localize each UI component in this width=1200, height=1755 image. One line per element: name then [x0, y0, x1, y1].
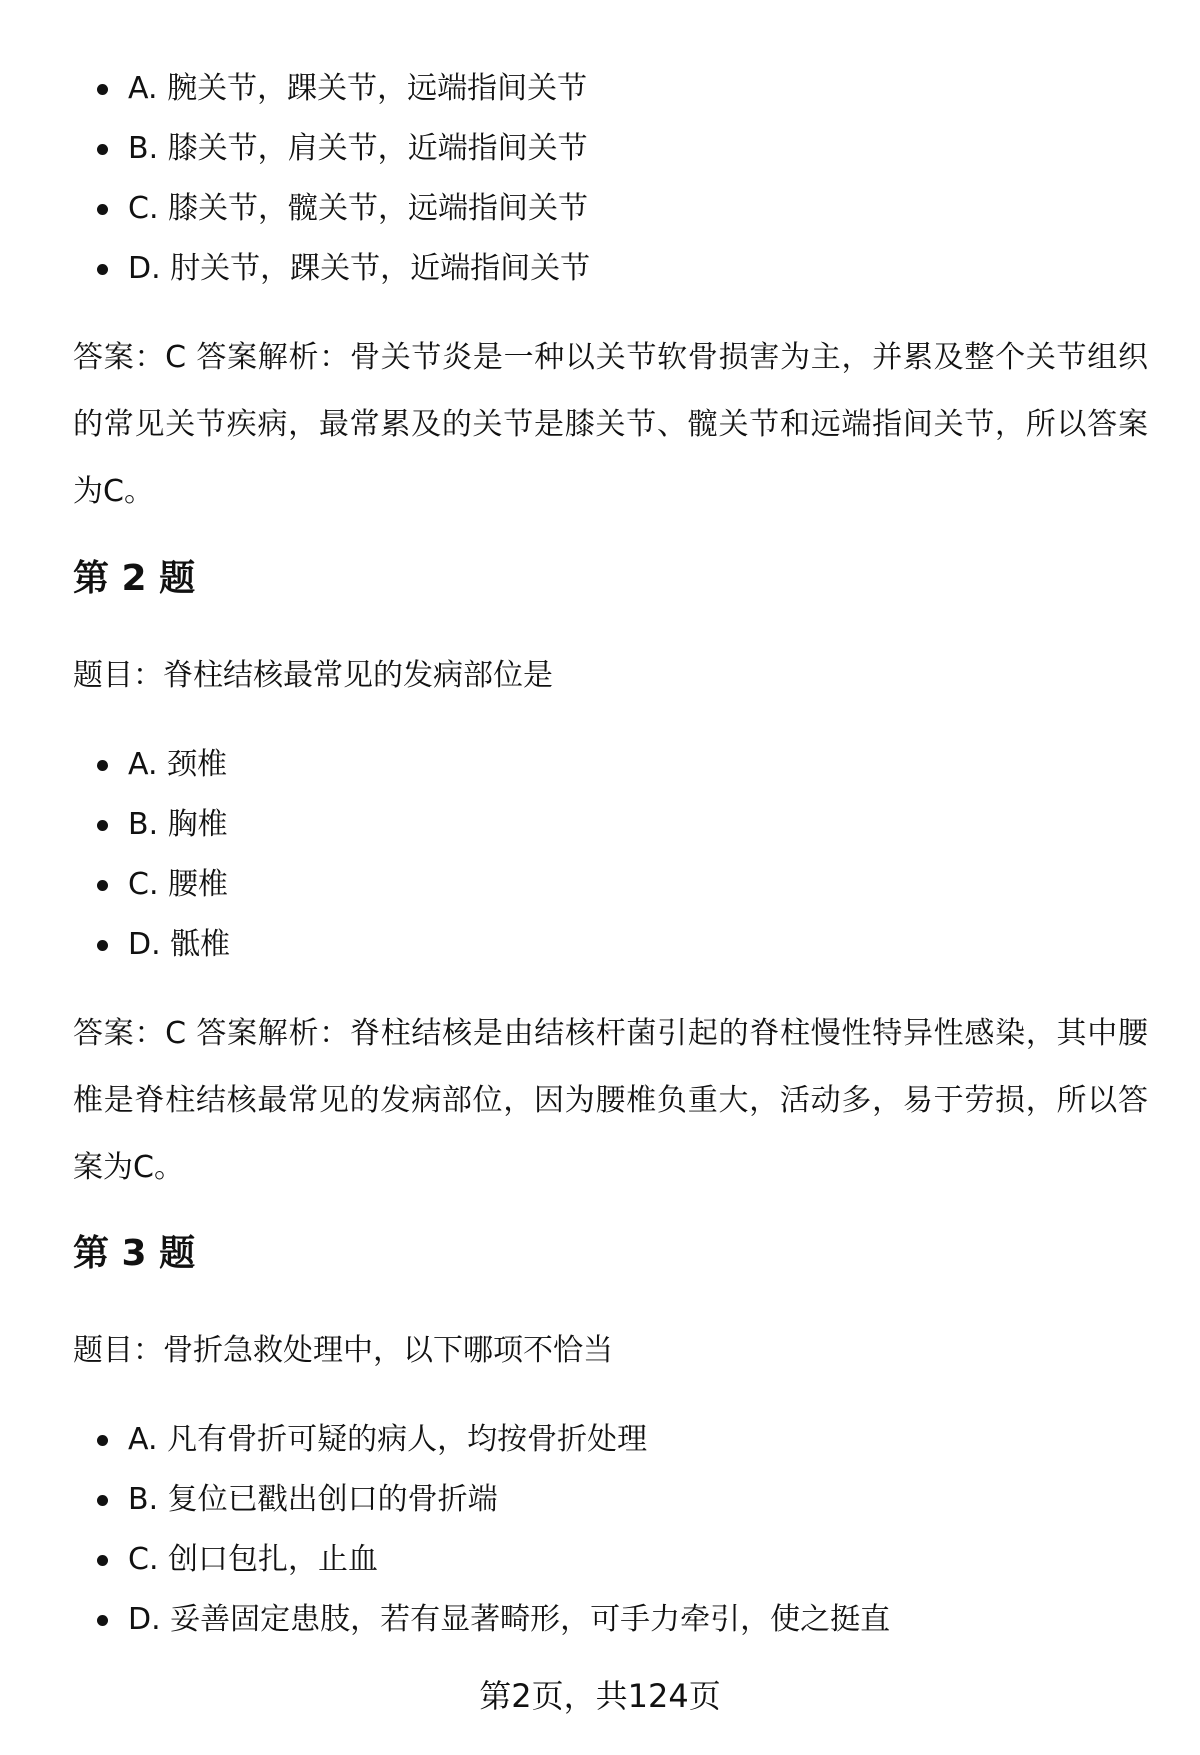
- bullet-icon: [97, 1495, 108, 1506]
- option-text: A. 凡有骨折可疑的病人，均按骨折处理: [128, 1422, 648, 1457]
- options-list-q3: [0, 1410, 890, 1650]
- options-list-q2: [0, 735, 230, 975]
- option-item: [0, 1410, 890, 1470]
- page-number: 第2页，共124页: [479, 1677, 721, 1715]
- bullet-icon: [97, 820, 108, 831]
- option-item: [0, 179, 590, 239]
- option-text: D. 骶椎: [128, 927, 231, 962]
- bullet-icon: [97, 760, 108, 771]
- option-text: D. 妥善固定患肢，若有显著畸形，可手力牵引，使之挺直: [128, 1602, 891, 1637]
- options-list-carryover: [0, 59, 590, 299]
- bullet-icon: [97, 940, 108, 951]
- bullet-icon: [97, 1555, 108, 1566]
- bullet-icon: [97, 1435, 108, 1446]
- option-text: B. 复位已戳出创口的骨折端: [128, 1482, 498, 1517]
- option-text: C. 创口包扎，止血: [128, 1542, 379, 1577]
- option-text: B. 胸椎: [128, 807, 228, 842]
- option-item: [0, 1590, 890, 1650]
- bullet-icon: [97, 144, 108, 155]
- option-text: D. 肘关节，踝关节，近端指间关节: [128, 251, 591, 286]
- option-item: [0, 59, 590, 119]
- question-stem: 题目：脊柱结核最常见的发病部位是: [73, 658, 553, 693]
- option-text: B. 膝关节，肩关节，近端指间关节: [128, 131, 588, 166]
- option-item: [0, 855, 230, 915]
- option-text: C. 腰椎: [128, 867, 229, 902]
- option-text: A. 腕关节，踝关节，远端指间关节: [128, 71, 588, 106]
- option-item: [0, 239, 590, 299]
- option-item: [0, 1530, 890, 1590]
- option-item: [0, 735, 230, 795]
- option-item: [0, 795, 230, 855]
- bullet-icon: [97, 204, 108, 215]
- question-heading: 第 2 题: [73, 558, 196, 599]
- option-text: A. 颈椎: [128, 747, 228, 782]
- bullet-icon: [97, 264, 108, 275]
- answer-explanation: 答案：C 答案解析：骨关节炎是一种以关节软骨损害为主，并累及整个关节组织的常见关节疾病，最常累及的关节是膝关节、髋关节和远端指间关节，所以答案为C。: [73, 340, 1148, 509]
- bullet-icon: [97, 84, 108, 95]
- bullet-icon: [97, 1615, 108, 1626]
- option-text: C. 膝关节，髋关节，远端指间关节: [128, 191, 589, 226]
- option-item: [0, 119, 590, 179]
- question-heading: 第 3 题: [73, 1233, 196, 1274]
- option-item: [0, 915, 230, 975]
- bullet-icon: [97, 880, 108, 891]
- answer-explanation: 答案：C 答案解析：脊柱结核是由结核杆菌引起的脊柱慢性特异性感染，其中腰椎是脊柱结核最常见的发病部位，因为腰椎负重大，活动多，易于劳损，所以答案为C。: [73, 1016, 1148, 1185]
- option-item: [0, 1470, 890, 1530]
- question-stem: 题目：骨折急救处理中，以下哪项不恰当: [73, 1333, 613, 1368]
